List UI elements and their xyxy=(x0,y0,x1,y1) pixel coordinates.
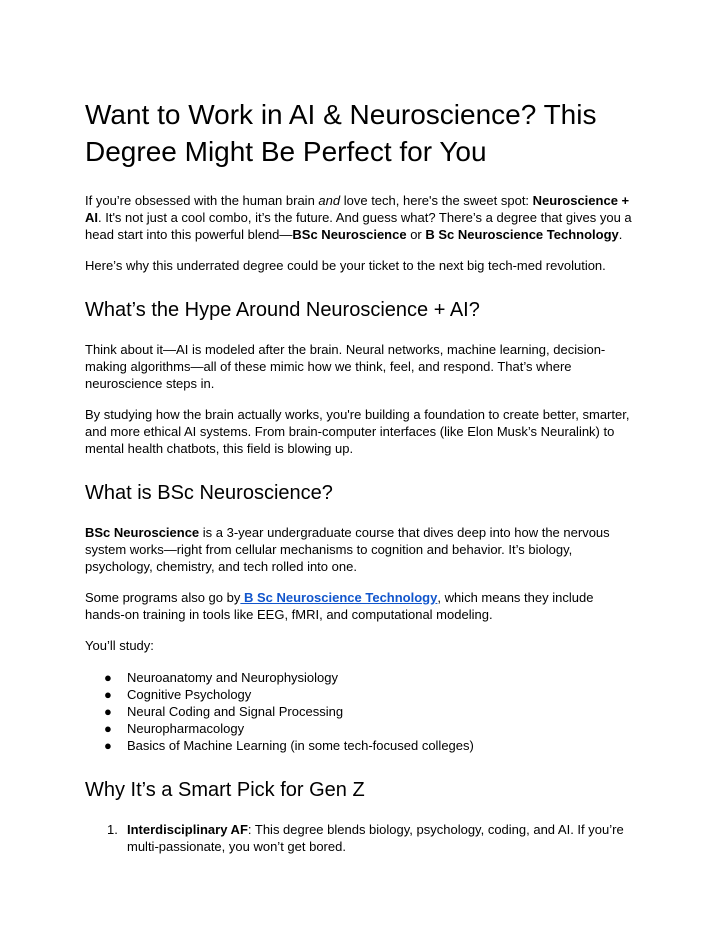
heading-genz: Why It’s a Smart Pick for Gen Z xyxy=(85,779,365,801)
list-item xyxy=(85,737,635,754)
bsc-paragraph-1-text: is a 3-year undergraduate course that dives deep into how the nervous system works—right from cellular mechanisms to cognition and behavior. It’s biology, psychology, chemistry, and tech rolled into one. xyxy=(85,525,610,574)
list-item-text: Cognitive Psychology xyxy=(127,687,252,702)
list-item-text: Basics of Machine Learning (in some tech-focused colleges) xyxy=(127,738,474,753)
list-item xyxy=(85,821,635,855)
intro-paragraph xyxy=(85,192,635,243)
bsc-paragraph-2-pre: Some programs also go by xyxy=(85,590,241,605)
bullet-icon: ● xyxy=(104,721,112,736)
bsc-paragraph-2 xyxy=(85,589,635,623)
intro-text-4: or xyxy=(406,227,426,242)
page-title: Want to Work in AI & Neuroscience? This Degree Might Be Perfect for You xyxy=(85,99,597,167)
list-item xyxy=(85,669,635,686)
document-body xyxy=(85,96,635,855)
bullet-icon: ● xyxy=(104,687,112,702)
list-item-text: Neuropharmacology xyxy=(127,721,245,736)
heading-hype: What’s the Hype Around Neuroscience + AI? xyxy=(85,299,480,321)
genz-item-bold: Interdisciplinary AF xyxy=(127,822,248,837)
intro-text-2: love tech, here's the sweet spot: xyxy=(340,193,533,208)
ticket-paragraph: Here’s why this underrated degree could be your ticket to the next big tech-med revolution. xyxy=(85,258,606,273)
intro-bold-neuro-ai: Neuroscience + AI xyxy=(85,193,630,225)
intro-text-5: . xyxy=(618,227,623,242)
list-item xyxy=(85,703,635,720)
intro-bold-bsc: BSc Neuroscience xyxy=(292,227,407,242)
list-item xyxy=(85,686,635,703)
bullet-icon: ● xyxy=(104,704,112,719)
list-item xyxy=(85,720,635,737)
bsc-paragraph-1 xyxy=(85,524,635,575)
bsc-bold-term: BSc Neuroscience xyxy=(85,525,200,540)
list-item-text: Neuroanatomy and Neurophysiology xyxy=(127,670,339,685)
bsc-paragraph-2-post: , which means they include hands-on training in tools like EEG, fMRI, and computational modeling. xyxy=(85,590,594,622)
bsc-tech-link[interactable]: B Sc Neuroscience Technology xyxy=(240,590,438,605)
intro-and: and xyxy=(318,193,341,208)
genz-list xyxy=(85,821,635,855)
hype-paragraph-1: Think about it—AI is modeled after the brain. Neural networks, machine learning, decision-making algorithms—all of these mimic how we think, feel, and respond. That’s where neuroscience steps in. xyxy=(85,342,606,391)
intro-text-3: . It's not just a cool combo, it’s the future. And guess what? There’s a degree that gives you a head start into this powerful blend— xyxy=(85,210,632,242)
bullet-icon: ● xyxy=(104,738,112,753)
genz-item-text: : This degree blends biology, psychology, coding, and AI. If you’re multi-passionate, you won’t get bored. xyxy=(127,822,624,854)
intro-text-1: If you’re obsessed with the human brain xyxy=(85,193,319,208)
study-list xyxy=(85,669,635,754)
list-number: 1. xyxy=(107,822,118,837)
study-label: You’ll study: xyxy=(85,638,154,653)
heading-bsc: What is BSc Neuroscience? xyxy=(85,482,333,504)
intro-bold-bsc-tech: B Sc Neuroscience Technology xyxy=(425,227,619,242)
list-item-text: Neural Coding and Signal Processing xyxy=(127,704,344,719)
hype-paragraph-2: By studying how the brain actually works, you're building a foundation to create better, smarter, and more ethical AI systems. From brain-computer interfaces (like Elon Musk’s Neuralink) to mental health chatbots, this field is blowing up. xyxy=(85,407,630,456)
bullet-icon: ● xyxy=(104,670,112,685)
